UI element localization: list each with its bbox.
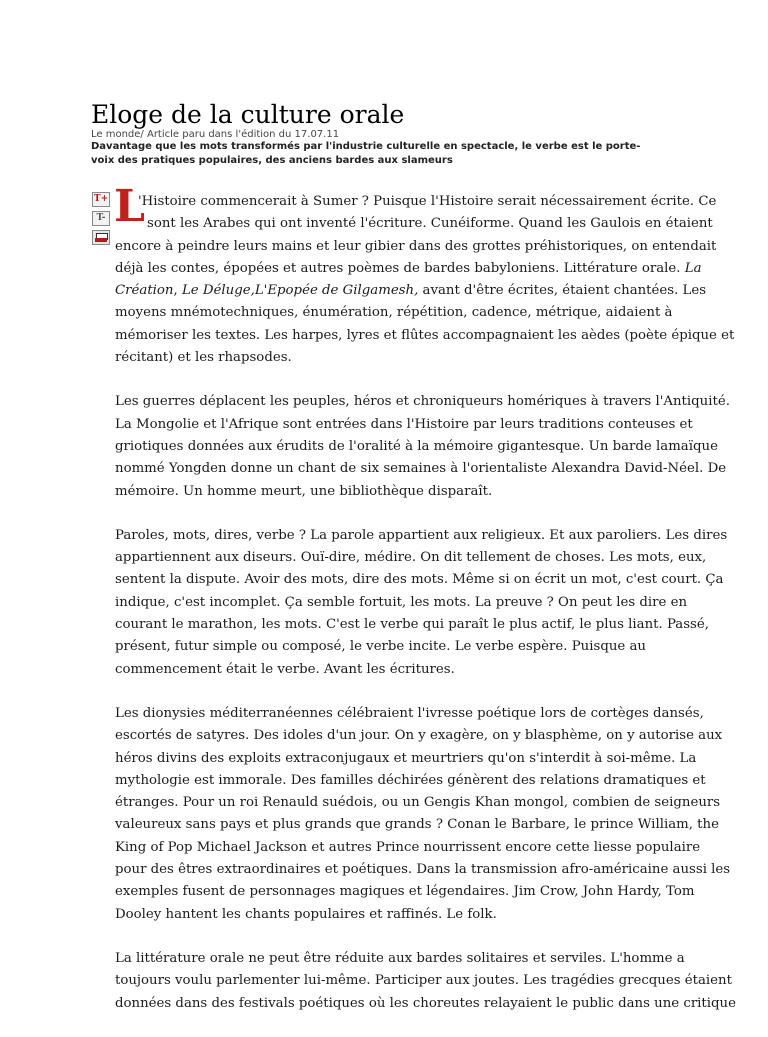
paragraph [115, 948, 736, 1015]
text-line: indique, c'est incomplet. Ça semble fortuit, les mots. La preuve ? On peut les dire en [115, 594, 688, 610]
text-line: courant le marathon, les mots. C'est le verbe qui paraît le plus actif, le plus liant. Passé, [115, 617, 709, 633]
lede-line: Davantage que les mots transformés par l'industrie culturelle en spectacle, le verbe est le porte- [91, 141, 641, 152]
text-line: déjà les contes, épopées et autres poèmes de bardes babyloniens. Littérature orale. La [115, 260, 702, 276]
text-line: exemples fusent de personnages magiques et légendaires. Jim Crow, John Hardy, Tom [115, 884, 695, 900]
text-line: Dooley hantent les chants populaires et raffinés. Le folk. [115, 906, 497, 922]
text-line: King of Pop Michael Jackson et autres Prince nourrissent encore cette liesse populaire [115, 839, 701, 855]
text-line: Paroles, mots, dires, verbe ? La parole appartient aux religieux. Et aux paroliers. Les dires [115, 527, 728, 543]
text-line: étranges. Pour un roi Renauld suédois, ou un Gengis Khan mongol, combien de seigneurs [115, 795, 721, 811]
text-line: héros divins des exploits extraconjugaux et meurtriers qu'on s'interdit à soi-même. La [115, 750, 697, 766]
text-line: présent, futur simple ou composé, le verbe incite. Le verbe espère. Puisque au [115, 639, 646, 655]
text-line: sentent la dispute. Avoir des mots, dire des mots. Même si on écrit un mot, c'est court. Ça [115, 572, 724, 588]
text-line: 'Histoire commencerait à Sumer ? Puisque l'Histoire serait nécessairement écrite. Ce [138, 194, 717, 209]
text-line: Les dionysies méditerranéennes célébraient l'ivresse poétique lors de cortèges dansés, [115, 705, 704, 721]
article-body [115, 191, 736, 1037]
text-tools [92, 192, 114, 249]
text-line: données dans des festivals poétiques où les choreutes relayaient le public dans une critique [115, 995, 736, 1011]
text-line: appartiennent aux diseurs. Ouï-dire, médire. On dit tellement de choses. Les mots, eux, [115, 550, 707, 566]
increase-font-button[interactable]: T+ [92, 192, 110, 207]
text-line: pour des êtres extraordinaires et poétiques. Dans la transmission afro-américaine aussi les [115, 862, 731, 878]
text-line: Création, Le Déluge,L'Epopée de Gilgamesh, avant d'être écrites, étaient chantées. Les [115, 283, 707, 299]
italic-title: Création [115, 283, 174, 299]
text-line: toujours voulu parlementer lui-même. Participer aux joutes. Les tragédies grecques étaient [115, 973, 732, 989]
text-line: moyens mnémotechniques, énumération, répétition, cadence, métrique, aidaient à [115, 305, 673, 321]
decrease-font-button[interactable]: T- [92, 211, 110, 226]
text-line: valeureux sans pays et plus grands que grands ? Conan le Barbare, le prince William, the [115, 817, 719, 833]
text-line: sont les Arabes qui ont inventé l'écriture. Cunéiforme. Quand les Gaulois en étaient [147, 216, 713, 232]
text-line: La littérature orale ne peut être réduite aux bardes solitaires et serviles. L'homme a [115, 950, 685, 966]
text-line: griotiques données aux érudits de l'oralité à la mémoire gigantesque. Un barde lamaïque [115, 438, 718, 454]
paragraph [115, 391, 730, 502]
text-line: La Mongolie et l'Afrique sont entrées dans l'Histoire par leurs traditions conteuses et [115, 416, 693, 432]
drop-cap: L [114, 181, 145, 232]
text-line: mémoriser les textes. Les harpes, lyres et flûtes accompagnaient les aèdes (poète épique et [115, 327, 735, 343]
text-line: mémoire. Un homme meurt, une bibliothèque disparaît. [115, 483, 493, 499]
paragraph [115, 703, 731, 926]
text-line: commencement était le verbe. Avant les écritures. [115, 661, 455, 677]
printer-icon[interactable] [92, 230, 110, 245]
article-source: Le monde/ Article paru dans l'édition du 17.07.11 [91, 129, 340, 140]
text-line: récitant) et les rhapsodes. [115, 350, 292, 366]
text-line: Les guerres déplacent les peuples, héros et chroniqueurs homériques à travers l'Antiquité. [115, 394, 730, 410]
article-title: Eloge de la culture orale [91, 100, 405, 129]
text-line: mythologie est immorale. Des familles déchirées génèrent des relations dramatiques et [115, 772, 706, 788]
article-lede [91, 140, 701, 167]
text-line: nommé Yongden donne un chant de six semaines à l'orientaliste Alexandra David-Néel. De [115, 461, 727, 477]
paragraph [115, 525, 728, 681]
paragraph [115, 191, 735, 369]
italic-title: Le Déluge,L'Epopée de Gilgamesh, [181, 283, 419, 299]
text-line: escortés de satyres. Des idoles d'un jour. On y exagère, on y blasphème, on y autorise aux [115, 728, 723, 744]
italic-title: La [684, 260, 702, 276]
text-line: encore à peindre leurs mains et leur gibier dans des grottes préhistoriques, on entendait [115, 238, 717, 254]
lede-line: voix des pratiques populaires, des anciens bardes aux slameurs [91, 154, 453, 166]
